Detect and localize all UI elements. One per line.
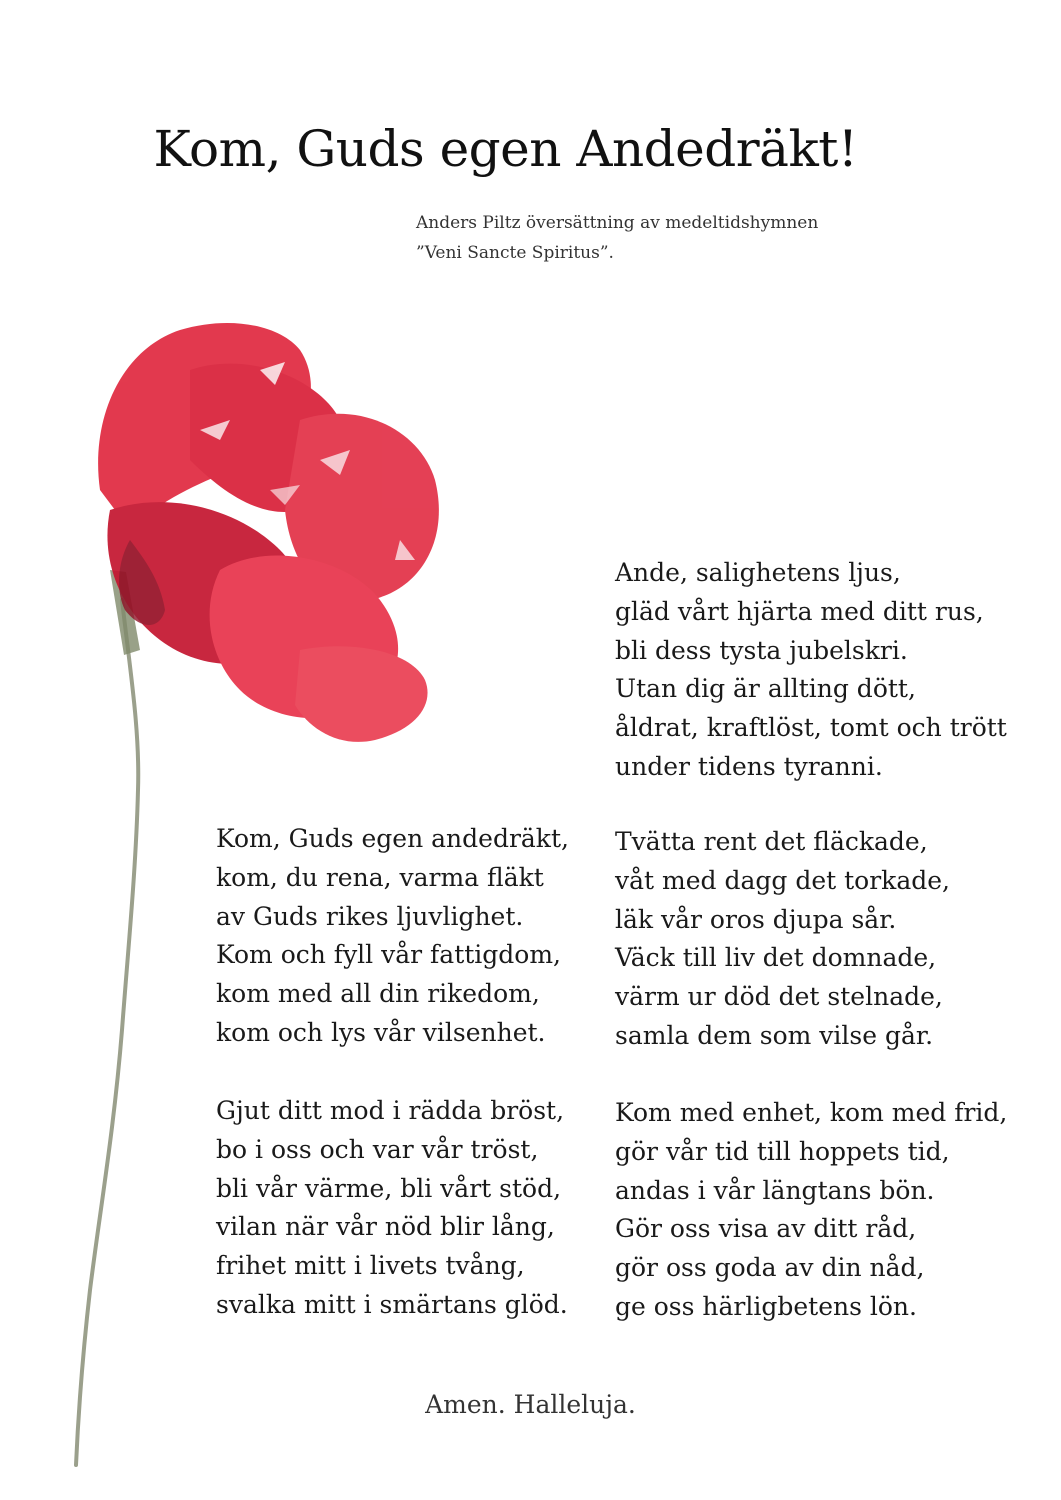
verse-line: Kom, Guds egen andedräkt, <box>216 824 569 853</box>
stanza-3 <box>615 823 950 1056</box>
stanza-4 <box>216 1092 568 1325</box>
verse-line: gläd vårt hjärta med ditt rus, <box>615 596 984 626</box>
verse-line: värm ur död det stelnade, <box>615 982 943 1012</box>
verse-line: Kom och fyll vår fattigdom, <box>216 940 562 970</box>
verse-line: kom och lys vår vilsenhet. <box>216 1017 546 1047</box>
subtitle <box>416 208 876 268</box>
verse-line: Utan dig är allting dött, <box>615 674 916 704</box>
verse-line: svalka mitt i smärtans glöd. <box>216 1289 568 1319</box>
verse-line: åldrat, kraftlöst, tomt och trött <box>615 713 1007 743</box>
verse-line: frihet mitt i livets tvång, <box>216 1251 525 1281</box>
stanza-1 <box>615 554 1007 787</box>
verse-line: gör vår tid till hoppets tid, <box>615 1136 950 1166</box>
verse-line: bli vår värme, bli vårt stöd, <box>216 1173 562 1203</box>
verse-line: andas i vår längtans bön. <box>615 1175 935 1205</box>
subtitle-line: ”Veni Sancte Spiritus”. <box>416 243 614 263</box>
flower-petals <box>98 323 439 742</box>
verse-line: läk vår oros djupa sår. <box>615 904 897 934</box>
stanza-2 <box>216 820 569 1053</box>
verse-line: av Guds rikes ljuvlighet. <box>216 901 524 931</box>
closing-line: Amen. Halleluja. <box>425 1390 636 1419</box>
stanza-5 <box>615 1094 1007 1327</box>
page-title: Kom, Guds egen Andedräkt! <box>153 120 858 178</box>
verse-line: våt med dagg det torkade, <box>615 865 950 895</box>
verse-line: Gjut ditt mod i rädda bröst, <box>216 1096 565 1125</box>
verse-line: Väck till liv det domnade, <box>615 943 937 973</box>
verse-line: Tvätta rent det fläckade, <box>615 827 928 856</box>
verse-line: ge oss härligbetens lön. <box>615 1291 917 1321</box>
verse-line: vilan när vår nöd blir lång, <box>216 1212 555 1242</box>
verse-line: kom med all din rikedom, <box>216 979 540 1009</box>
subtitle-line: Anders Piltz översättning av medeltidshymnen <box>416 213 819 233</box>
verse-line: bli dess tysta jubelskri. <box>615 635 908 665</box>
verse-line: Kom med enhet, kom med frid, <box>615 1098 1008 1127</box>
verse-line: samla dem som vilse går. <box>615 1020 934 1050</box>
verse-line: under tidens tyranni. <box>615 751 883 781</box>
verse-line: Gör oss visa av ditt råd, <box>615 1214 917 1244</box>
verse-line: bo i oss och var vår tröst, <box>216 1134 539 1164</box>
verse-line: kom, du rena, varma fläkt <box>216 862 544 892</box>
verse-line: gör oss goda av din nåd, <box>615 1253 925 1283</box>
flower-stem <box>76 600 138 1465</box>
verse-line: Ande, salighetens ljus, <box>615 558 901 587</box>
